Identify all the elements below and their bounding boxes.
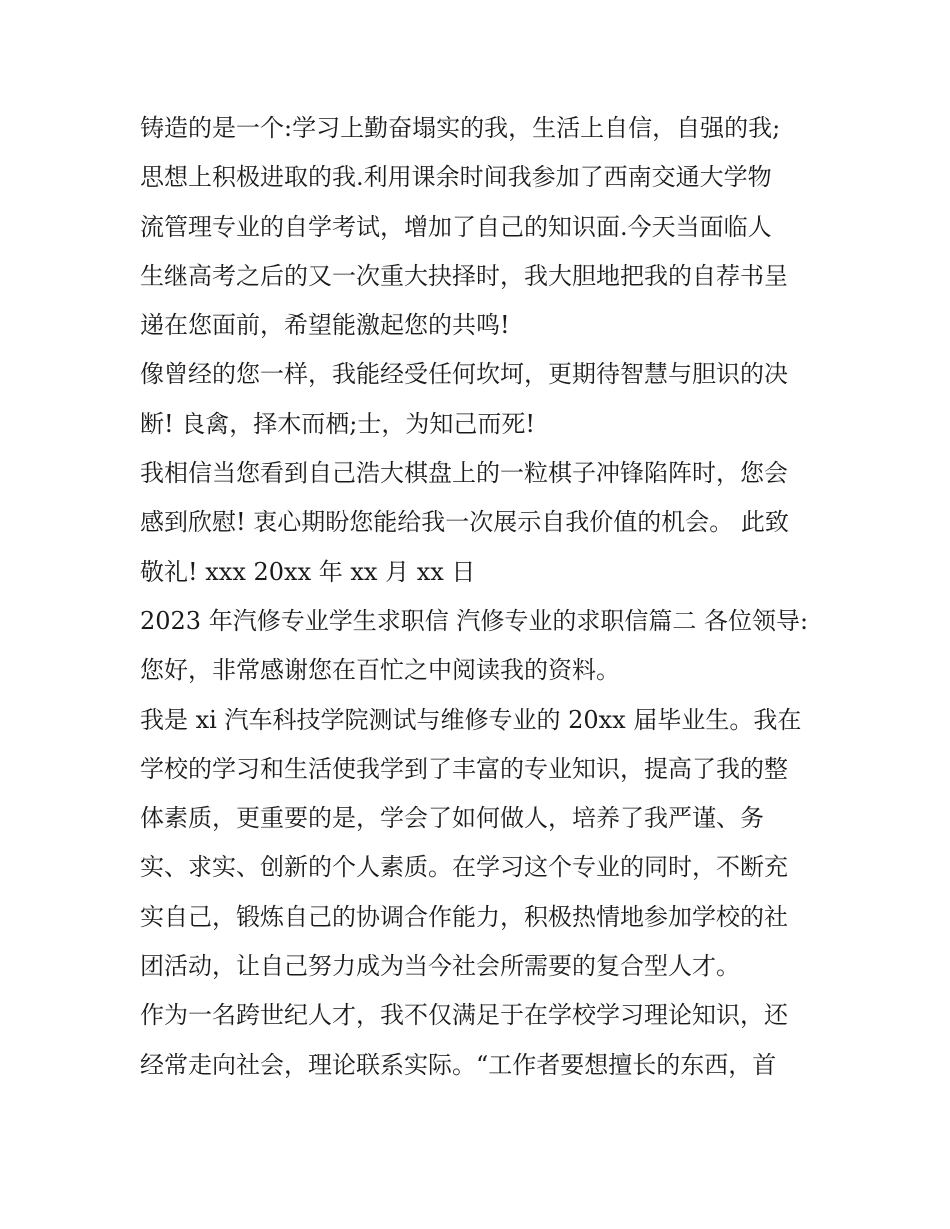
text-line: 生继高考之后的又一次重大抉择时，我大胆地把我的自荐书呈 <box>140 261 788 290</box>
text-line: 感到欣慰! 衷心期盼您能给我一次展示自我价值的机会。 此致 <box>140 508 789 537</box>
document-body <box>140 104 820 1090</box>
text-line: 流管理专业的自学考试，增加了自己的知识面.今天当面临人 <box>140 212 772 241</box>
text-line: 递在您面前，希望能激起您的共鸣! <box>140 311 510 340</box>
text-line: 体素质，更重要的是，学会了如何做人，培养了我严谨、务 <box>140 804 764 833</box>
text-line: 断! 良禽，择木而栖;士，为知己而死! <box>140 409 536 438</box>
text-line: 思想上积极进取的我.利用课余时间我参加了西南交通大学物 <box>140 163 772 192</box>
text-line: 您好，非常感谢您在百忙之中阅读我的资料。 <box>140 656 620 685</box>
text-line: 像曾经的您一样，我能经受任何坎坷，更期待智慧与胆识的决 <box>140 360 788 389</box>
text-line: 实、求实、创新的个人素质。在学习这个专业的同时，不断充 <box>140 853 788 882</box>
text-line: 实自己，锻炼自己的协调合作能力，积极热情地参加学校的社 <box>140 902 788 931</box>
text-line: 学校的学习和生活使我学到了丰富的专业知识，提高了我的整 <box>140 754 788 783</box>
text-line: 铸造的是一个:学习上勤奋塌实的我，生活上自信，自强的我; <box>140 114 781 142</box>
text-line: 经常走向社会，理论联系实际。“工作者要想擅长的东西，首 <box>140 1050 777 1079</box>
text-line: 作为一名跨世纪人才，我不仅满足于在学校学习理论知识，还 <box>140 1001 788 1030</box>
text-line: 2023 年汽修专业学生求职信 汽修专业的求职信篇二 各位领导: <box>140 606 809 635</box>
text-line: 我相信当您看到自己浩大棋盘上的一粒棋子冲锋陷阵时，您会 <box>140 459 788 488</box>
text-line: 敬礼! xxx 20xx 年 xx 月 xx 日 <box>140 557 476 586</box>
text-line: 团活动，让自己努力成为当今社会所需要的复合型人才。 <box>140 952 740 981</box>
text-line: 我是 xi 汽车科技学院测试与维修专业的 20xx 届毕业生。我在 <box>140 705 802 734</box>
